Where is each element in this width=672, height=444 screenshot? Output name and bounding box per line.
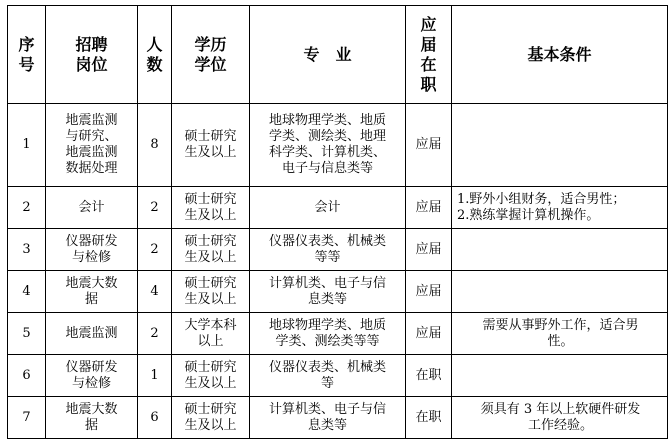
cell-position: 地震监测 xyxy=(46,313,138,355)
cell-conditions: 1.野外小组财务，适合男性； 2.熟练掌握计算机操作。 xyxy=(452,187,668,229)
cell-count: 1 xyxy=(138,355,172,397)
cell-major: 地球物理学类、地质 学类、测绘类等等 xyxy=(250,313,406,355)
cell-status: 应届 xyxy=(406,187,452,229)
cell-major: 仪器仪表类、机械类 等 xyxy=(250,355,406,397)
cell-degree: 硕士研究 生及以上 xyxy=(172,397,250,439)
header-index: 序 号 xyxy=(8,6,46,104)
cell-index: 5 xyxy=(8,313,46,355)
cell-conditions xyxy=(452,355,668,397)
cell-status: 应届 xyxy=(406,229,452,271)
table-row xyxy=(8,355,668,397)
cell-degree: 大学本科 以上 xyxy=(172,313,250,355)
cell-degree: 硕士研究 生及以上 xyxy=(172,104,250,187)
cell-degree: 硕士研究 生及以上 xyxy=(172,355,250,397)
table-row xyxy=(8,397,668,439)
table-row xyxy=(8,313,668,355)
cell-position: 地震监测 与研究、 地震监测 数据处理 xyxy=(46,104,138,187)
cell-major: 会计 xyxy=(250,187,406,229)
table-row xyxy=(8,187,668,229)
header-status: 应 届 在 职 xyxy=(406,6,452,104)
table-header-row xyxy=(8,6,668,104)
recruitment-table xyxy=(7,5,668,439)
cell-count: 6 xyxy=(138,397,172,439)
header-position: 招聘 岗位 xyxy=(46,6,138,104)
cell-position: 会计 xyxy=(46,187,138,229)
cell-count: 2 xyxy=(138,187,172,229)
cell-index: 1 xyxy=(8,104,46,187)
cell-count: 8 xyxy=(138,104,172,187)
cell-status: 在职 xyxy=(406,355,452,397)
cell-status: 应届 xyxy=(406,104,452,187)
cell-conditions: 须具有 3 年以上软硬件研发 工作经验。 xyxy=(452,397,668,439)
cell-position: 仪器研发 与检修 xyxy=(46,229,138,271)
table-row xyxy=(8,271,668,313)
cell-degree: 硕士研究 生及以上 xyxy=(172,187,250,229)
cell-index: 4 xyxy=(8,271,46,313)
cell-major: 计算机类、电子与信 息类等 xyxy=(250,271,406,313)
header-major: 专 业 xyxy=(250,6,406,104)
header-degree: 学历 学位 xyxy=(172,6,250,104)
table-row xyxy=(8,104,668,187)
cell-position: 地震大数 据 xyxy=(46,271,138,313)
cell-position: 地震大数 据 xyxy=(46,397,138,439)
cell-count: 2 xyxy=(138,313,172,355)
cell-index: 2 xyxy=(8,187,46,229)
cell-status: 在职 xyxy=(406,397,452,439)
header-count: 人 数 xyxy=(138,6,172,104)
cell-major: 仪器仪表类、机械类 等等 xyxy=(250,229,406,271)
cell-conditions xyxy=(452,104,668,187)
cell-index: 3 xyxy=(8,229,46,271)
cell-position: 仪器研发 与检修 xyxy=(46,355,138,397)
cell-major: 地球物理学类、地质 学类、测绘类、地理 科学类、计算机类、 电子与信息类等 xyxy=(250,104,406,187)
cell-count: 2 xyxy=(138,229,172,271)
cell-conditions: 需要从事野外工作，适合男 性。 xyxy=(452,313,668,355)
cell-major: 计算机类、电子与信 息类等 xyxy=(250,397,406,439)
cell-conditions xyxy=(452,229,668,271)
header-conditions: 基本条件 xyxy=(452,6,668,104)
table-row xyxy=(8,229,668,271)
cell-degree: 硕士研究 生及以上 xyxy=(172,229,250,271)
cell-conditions xyxy=(452,271,668,313)
cell-status: 应届 xyxy=(406,313,452,355)
cell-status: 应届 xyxy=(406,271,452,313)
cell-count: 4 xyxy=(138,271,172,313)
cell-index: 6 xyxy=(8,355,46,397)
cell-degree: 硕士研究 生及以上 xyxy=(172,271,250,313)
cell-index: 7 xyxy=(8,397,46,439)
